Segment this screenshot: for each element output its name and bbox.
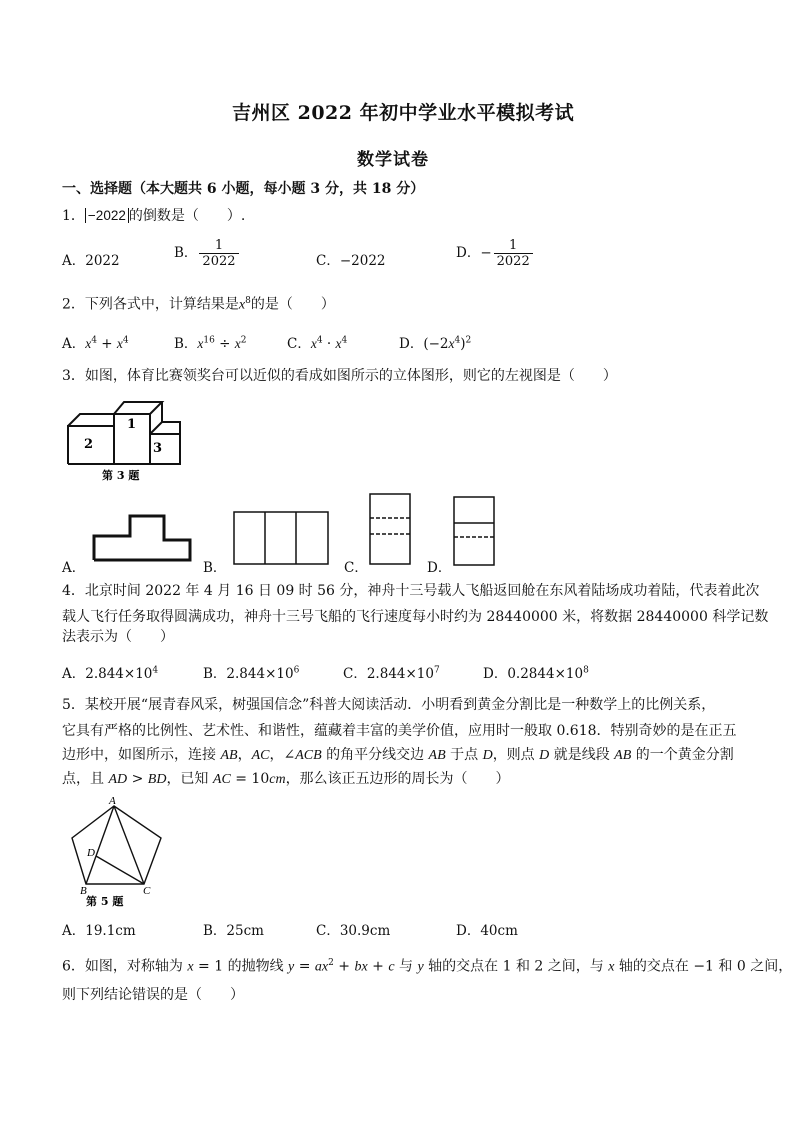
question-2: 2．下列各式中，计算结果是$x^8$的是（ ） [62, 296, 335, 313]
pentagon-label-b: B [80, 885, 87, 897]
q1-absolute-value: −2022 [85, 208, 129, 223]
q5-fig-caption: 第 5 题 [86, 895, 124, 908]
pentagon-label-c: C [143, 885, 151, 897]
pentagon-label-d: D [87, 847, 95, 859]
pentagon-figure [68, 796, 168, 908]
podium-figure [62, 392, 186, 482]
q4-option-d: D．$0.2844\times 10^8$ [483, 665, 589, 682]
q5-option-d: D．40cm [456, 923, 518, 939]
question-5-line-3: 边形中，如图所示，连接 AB，AC，∠ACB 的角平分线交边 AB 于点 D，则点 D 就是线段 AB 的一个黄金分割 [62, 747, 734, 763]
question-3: 3．如图，体育比赛领奖台可以近似的看成如图所示的立体图形，则它的左视图是（ ） [62, 368, 617, 384]
q3-option-d-label: D． [427, 560, 452, 576]
q1-option-b: B． $\frac{1}{2022}$ [174, 238, 241, 269]
q3-option-a-label: A． [62, 560, 86, 576]
q3-option-b-shape [232, 510, 330, 566]
q2-option-b: B．$x^{16} \div x^2$ [174, 335, 247, 352]
q4-option-c: C．$2.844\times 10^7$ [343, 665, 440, 682]
q1-option-c: C．−2022 [316, 253, 386, 269]
q5-option-a: A．19.1cm [62, 923, 136, 939]
question-5-line-1: 5．某校开展“展青春风采，树强国信念”科普大阅读活动．小明看到黄金分割比是一种数学上的比例关系， [62, 697, 716, 713]
q1-option-b-fraction: $\frac{1}{2022}$ [199, 238, 238, 269]
pentagon-label-a: A [109, 795, 116, 807]
q1-option-d: D．− $\frac{1}{2022}$ [456, 238, 535, 269]
question-4-line-1: 4．北京时间 2022 年 4 月 16 日 09 时 56 分，神舟十三号载人飞船返回舱在东风着陆场成功着陆，代表着此次 [62, 583, 760, 599]
q5-option-b: B．25cm [203, 923, 264, 939]
q3-option-b-label: B． [203, 560, 227, 576]
q4-option-a: A．$2.844\times 10^4$ [62, 665, 159, 682]
q2-option-d: D．$(-2x^4)^2$ [399, 335, 472, 352]
question-6-line-2: 则下列结论错误的是（ ） [62, 987, 244, 1003]
question-1 [62, 206, 245, 226]
q1-suffix: 的倒数是（ ）. [128, 208, 246, 224]
question-6-line-1: 6．如图，对称轴为 x = 1 的抛物线 $y = ax^2$ + bx + c 与 y 轴的交点在 1 和 2 之间，与 x 轴的交点在 −1 和 0 之间， [62, 958, 793, 975]
section-heading: 一、选择题（本大题共 6 小题，每小题 3 分，共 18 分） [62, 181, 425, 197]
question-4-line-3: 法表示为（ ） [62, 629, 174, 645]
q5-option-c: C．30.9cm [316, 923, 391, 939]
q2-option-a: A．$x^4 + x^4$ [62, 335, 129, 352]
q1-prefix: 1． [62, 208, 85, 224]
q3-fig-caption: 第 3 题 [102, 469, 140, 482]
exam-title: 吉州区 2022 年初中学业水平模拟考试 [232, 102, 575, 124]
q4-option-b: B．$2.844\times 10^6$ [203, 665, 300, 682]
podium-label-1: 1 [127, 417, 137, 432]
podium-label-3: 3 [153, 441, 163, 456]
podium-label-2: 2 [84, 437, 94, 452]
question-5-line-4: 点，且 AD > BD，已知 AC = 10cm，那么该正五边形的周长为（ ） [62, 771, 510, 787]
question-5-line-2: 它具有严格的比例性、艺术性、和谐性，蕴藏着丰富的美学价值，应用时一般取 0.618．特别奇妙的是在正五 [62, 723, 737, 739]
q1-option-a: A．2022 [62, 253, 120, 269]
exam-subtitle: 数学试卷 [357, 150, 429, 170]
q2-option-c: C．$x^4 \cdot x^4$ [287, 335, 348, 352]
q3-option-c-label: C． [344, 560, 368, 576]
q3-option-c-shape [368, 492, 412, 566]
q3-option-d-shape [452, 495, 496, 567]
q1-option-d-fraction: $\frac{1}{2022}$ [494, 238, 533, 269]
q3-option-a-shape [90, 512, 196, 564]
question-4-line-2: 载人飞行任务取得圆满成功，神舟十三号飞船的飞行速度每小时约为 28440000 米，将数据 28440000 科学记数 [62, 609, 769, 625]
